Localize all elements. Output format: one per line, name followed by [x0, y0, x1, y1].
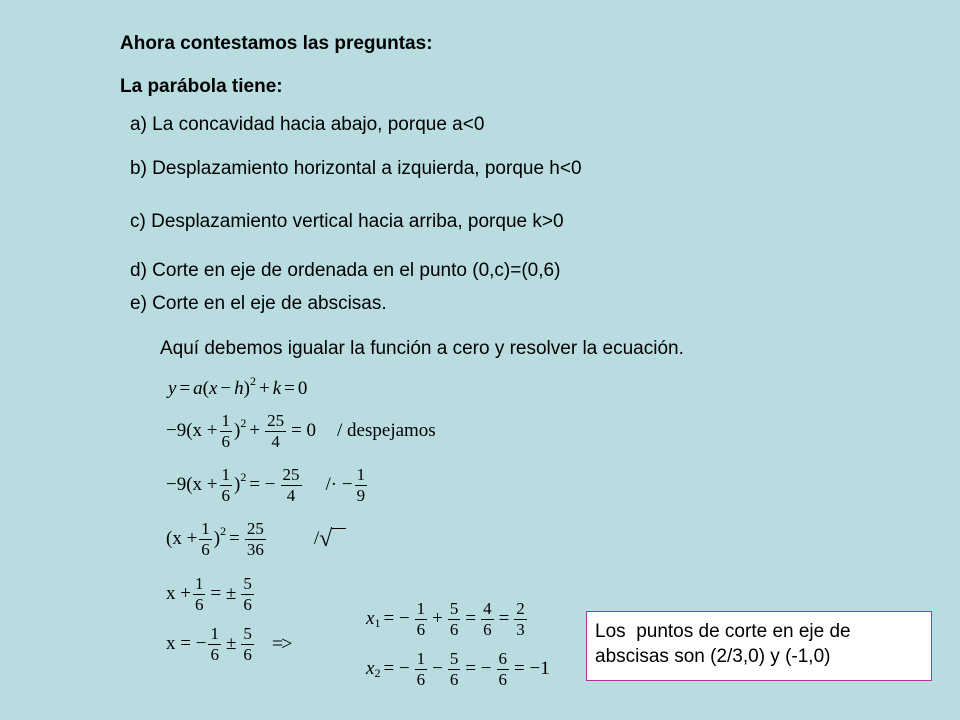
fraction: $\frac{1}{9}$ — [356, 465, 366, 505]
fraction: $\frac{25}{36}$ — [246, 519, 264, 559]
fraction: $\frac{5}{6}$ — [243, 574, 252, 614]
fraction: $\frac{1}{6}$ — [416, 599, 426, 639]
fraction: $\frac{1}{6}$ — [221, 411, 231, 451]
fraction: $\frac{25}{4}$ — [267, 411, 285, 451]
step-note: / — [313, 528, 320, 550]
fraction: $\frac{5}{6}$ — [243, 624, 252, 664]
subheading: La parábola tiene: — [120, 76, 283, 97]
fraction: $\frac{1}{6}$ — [221, 465, 231, 505]
fraction: $\frac{1}{6}$ — [194, 574, 204, 614]
step-note: / despejamos — [337, 420, 436, 442]
fraction: $\frac{25}{4}$ — [282, 465, 300, 505]
item-a: a) La concavidad hacia abajo, porque a<0 — [130, 114, 485, 135]
fraction: $\frac{5}{6}$ — [449, 599, 459, 639]
answer-line-2: abscisas son (2/3,0) y (-1,0) — [595, 646, 831, 667]
square-root-icon: √ — [319, 527, 346, 551]
fraction: $\frac{1}{6}$ — [416, 649, 426, 689]
equation-substituted: −9(x + $\frac{1}{6}$ ) $^2$ + $\frac{25}{4}$ = 0 / despejamos — [166, 411, 436, 451]
item-d: d) Corte en eje de ordenada en el punto (0,c)=(0,6) — [130, 260, 561, 281]
equation-solve-x: x = − $\frac{1}{6}$ ± $\frac{5}{6}$ => — [166, 624, 291, 664]
answer-box — [586, 611, 932, 681]
fraction: $\frac{5}{6}$ — [449, 649, 459, 689]
answer-line-1: Los puntos de corte en eje de — [595, 621, 851, 642]
item-c: c) Desplazamiento vertical hacia arriba, porque k>0 — [130, 211, 564, 232]
solution-x1: x $_1$ = − $\frac{1}{6}$ + $\frac{5}{6}$ = $\frac{4}{6}$ = $\frac{2}{3}$ — [366, 599, 525, 639]
implies-arrow-icon: => — [271, 632, 291, 655]
solution-x2: x $_2$ = − $\frac{1}{6}$ − $\frac{5}{6}$ = − $\frac{6}{6}$ = −1 — [366, 649, 550, 689]
item-b: b) Desplazamiento horizontal a izquierda, porque h<0 — [130, 158, 582, 179]
fraction: $\frac{1}{6}$ — [201, 519, 210, 559]
fraction: $\frac{1}{6}$ — [210, 624, 219, 664]
item-e: e) Corte en el eje de abscisas. — [130, 293, 387, 314]
step-note: /· − — [325, 474, 353, 496]
heading: Ahora contestamos las preguntas: — [120, 33, 433, 54]
equation-isolated: −9(x + $\frac{1}{6}$ ) $^2$ = − $\frac{25}{4}$ /· − $\frac{1}{9}$ — [166, 465, 366, 505]
explanation: Aquí debemos igualar la función a cero y resolver la ecuación. — [160, 338, 684, 359]
fraction: $\frac{6}{6}$ — [498, 649, 508, 689]
equation-vertex-form: y = a ( x − h ) $^2$ + k = 0 — [168, 373, 308, 399]
fraction: $\frac{2}{3}$ — [516, 599, 525, 639]
fraction: $\frac{4}{6}$ — [483, 599, 492, 639]
equation-square: (x + $\frac{1}{6}$ ) $^2$ = $\frac{25}{36}$ / √ — [166, 520, 346, 559]
equation-root: x + $\frac{1}{6}$ = ± $\frac{5}{6}$ — [166, 574, 252, 614]
